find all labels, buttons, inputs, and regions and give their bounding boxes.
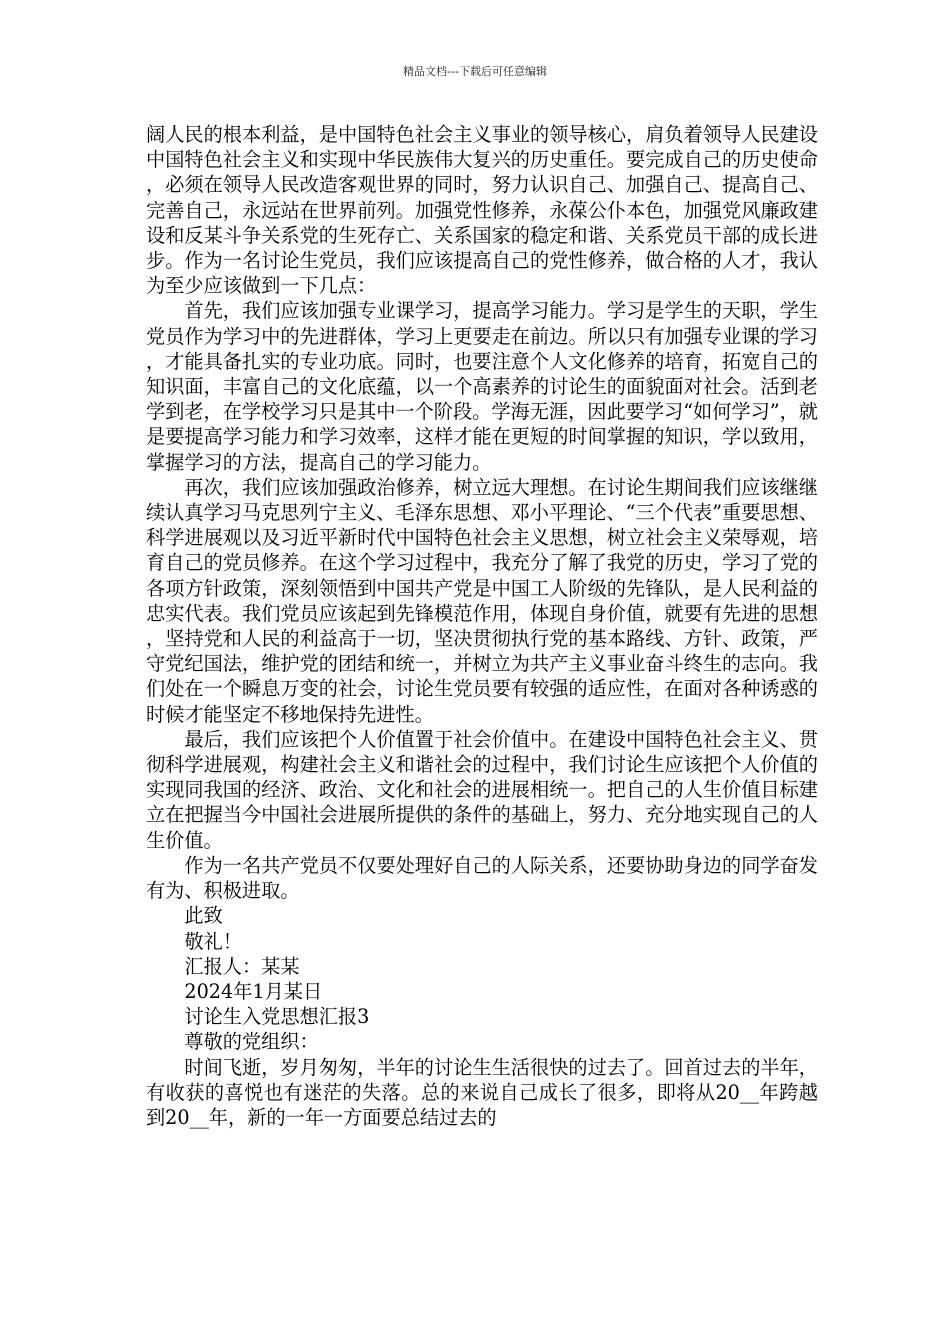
section-title: 讨论生入党思想汇报3 [184,1005,370,1029]
date-line: 2024年1月某日 [184,979,323,1003]
paragraph-3: 再次，我们应该加强政治修养，树立远大理想。在讨论生期间我们应该继继续认真学习马克思列宁主义、毛泽东思想、邓小平理论、“三个代表”重要思想、科学进展观以及习近平新时代中国特色社会主义思想，树立社会主义荣辱观，培育自己的党员修养。在这个学习过程中，我充分了解了我党的历史，学习了党的各项方针政策，深刻领悟到中国共产党是中国工人阶级的先锋队，是人民利益的忠实代表。我们党员应该起到先锋模范作用，体现自身价值，就要有先进的思想，坚持党和人民的利益高于一切，坚决贯彻执行党的基本路线、方针、政策，严守党纪国法，维护党的团结和统一，并树立为共产主义事业奋斗终生的志向。我们处在一个瞬息万变的社会，讨论生党员要有较强的适应性，在面对各种诱惑的时候才能坚定不移地保持先进性。 [146,475,818,726]
page-header: 精品文档---下载后可任意编辑 [403,65,547,78]
document-body [146,122,818,1130]
paragraph-4: 最后，我们应该把个人价值置于社会价值中。在建设中国特色社会主义、贯彻科学进展观，构建社会主义和谐社会的过程中，我们讨论生应该把个人价值的实现同我国的经济、政治、文化和社会的进展相统一。把自己的人生价值目标建立在把握当今中国社会进展所提供的条件的基础上，努力、充分地实现自己的人生价值。 [146,727,818,852]
closing-regards: 敬礼！ [184,929,242,953]
paragraph-5: 作为一名共产党员不仅要处理好自己的人际关系，还要协助身边的同学奋发有为、积极进取。 [146,853,818,903]
closing-salutation: 此致 [184,904,223,928]
greeting-line: 尊敬的党组织： [184,1030,319,1054]
paragraph-6: 时间飞逝，岁月匆匆，半年的讨论生生活很快的过去了。回首过去的半年，有收获的喜悦也有迷茫的失落。总的来说自己成长了很多，即将从20__年跨越到20__年，新的一年一方面要总结过去的 [146,1055,818,1129]
paragraph-1: 阔人民的根本利益，是中国特色社会主义事业的领导核心，肩负着领导人民建设中国特色社会主义和实现中华民族伟大复兴的历史重任。要完成自己的历史使命，必须在领导人民改造客观世界的同时，努力认识自己、加强自己、提高自己、完善自己，永远站在世界前列。加强党性修养，永葆公仆本色，加强党风廉政建设和反某斗争关系党的生死存亡、关系国家的稳定和谐、关系党员干部的成长进步。作为一名讨论生党员，我们应该提高自己的党性修养，做合格的人才，我认为至少应该做到一下几点： [146,123,818,298]
reporter-line: 汇报人：某某 [184,954,300,978]
paragraph-2: 首先，我们应该加强专业课学习，提高学习能力。学习是学生的天职，学生党员作为学习中的先进群体，学习上更要走在前边。所以只有加强专业课的学习，才能具备扎实的专业功底。同时，也要注意个人文化修养的培育，拓宽自己的知识面，丰富自己的文化底蕴，以一个高素养的讨论生的面貌面对社会。活到老学到老，在学校学习只是其中一个阶段。学海无涯，因此要学习“如何学习”，就是要提高学习能力和学习效率，这样才能在更短的时间掌握的知识，学以致用，掌握学习的方法，提高自己的学习能力。 [146,299,818,474]
